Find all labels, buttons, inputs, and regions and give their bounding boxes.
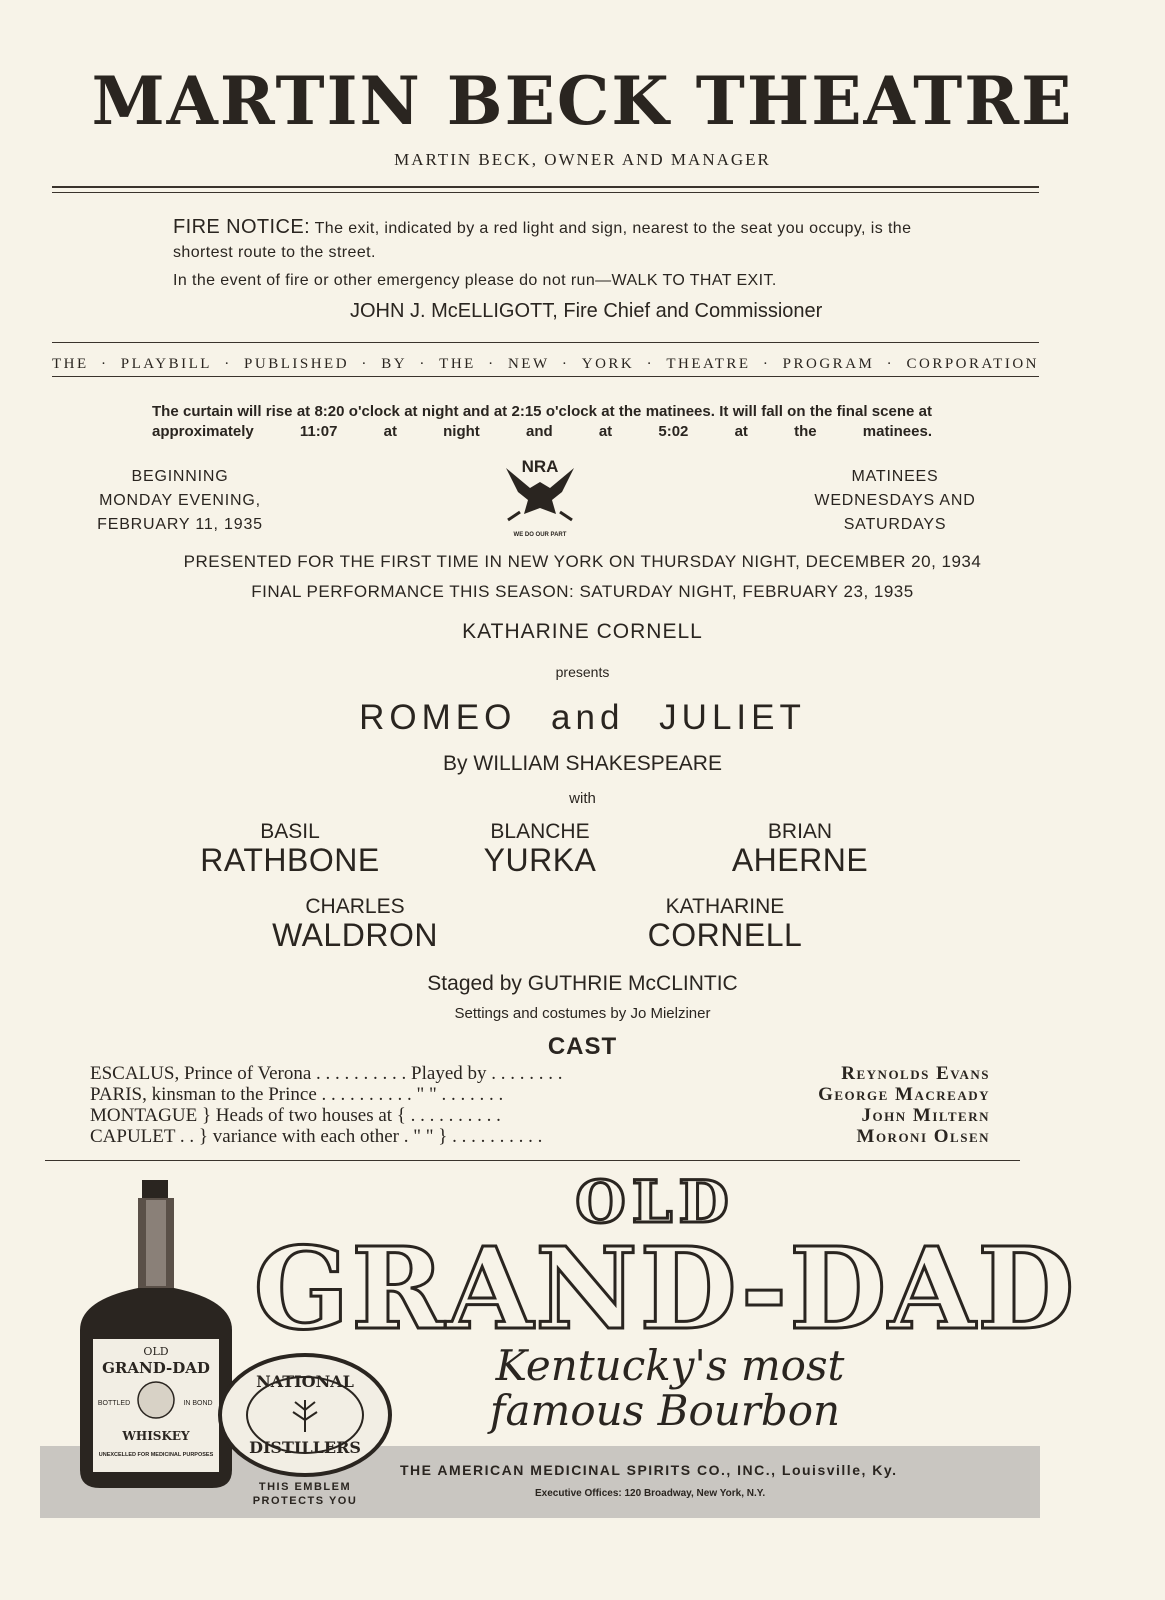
playbill-word: THE: [439, 356, 476, 372]
label-bottled: BOTTLED: [97, 1400, 131, 1407]
svg-text:NRA: NRA: [521, 457, 559, 476]
final-performance-line: FINAL PERFORMANCE THIS SEASON: SATURDAY NIGHT, FEBRUARY 23, 1935: [251, 582, 914, 601]
playbill-word: YORK: [581, 356, 635, 372]
beginning-line: FEBRUARY 11, 1935: [97, 516, 263, 533]
playbill-word: PLAYBILL: [120, 356, 212, 372]
fire-notice-text: The exit, indicated by a red light and sign, nearest to the seat you occupy, is the shortest route to the street.: [173, 220, 912, 261]
cast-row: [90, 1063, 990, 1084]
star-first-name: BLANCHE: [490, 820, 590, 843]
label-old: OLD: [143, 1345, 169, 1358]
author-line: By WILLIAM SHAKESPEARE: [443, 752, 722, 775]
label-unexcelled: UNEXCELLED FOR MEDICINAL PURPOSES: [98, 1452, 214, 1458]
playbill-word: ·: [100, 356, 109, 372]
curtain-times: The curtain will rise at 8:20 o'clock at night and at 2:15 o'clock at the matinees. It will fall on the final scene at approximately 11:07 at night and at 5:02 at the matinees.: [152, 403, 932, 440]
star-first-name: BRIAN: [767, 820, 833, 843]
ad-company: THE AMERICAN MEDICINAL SPIRITS CO., INC., Louisville, Ky.: [400, 1462, 898, 1478]
star-billing: [250, 895, 460, 954]
premiere-line: PRESENTED FOR THE FIRST TIME IN NEW YORK ON THURSDAY NIGHT, DECEMBER 20, 1934: [183, 552, 982, 571]
presents-label: presents: [555, 664, 610, 680]
matinee-line: WEDNESDAYS AND: [814, 492, 976, 509]
playbill-word: ·: [419, 356, 427, 372]
star-billing: [620, 895, 830, 954]
playbill-word: BY: [381, 356, 408, 372]
star-first-name: KATHARINE: [665, 895, 785, 918]
cast-actor: John Miltern: [861, 1105, 990, 1126]
star-first-name: CHARLES: [305, 895, 405, 918]
playbill-word: PROGRAM: [782, 356, 875, 372]
ad-offices: Executive Offices: 120 Broadway, New York, N.Y.: [535, 1488, 766, 1499]
fire-notice-emergency: In the event of fire or other emergency please do not run—WALK TO THAT EXIT.: [173, 272, 777, 289]
playbill-word: ·: [361, 356, 369, 372]
playbill-word: ·: [224, 356, 232, 372]
owner-line: MARTIN BECK, OWNER AND MANAGER: [394, 150, 771, 169]
fire-notice: [173, 215, 933, 293]
play-title: ROMEO and JULIET: [359, 698, 806, 737]
brand-grand-dad: GRAND-DAD: [253, 1224, 1077, 1355]
matinee-days: [785, 465, 1005, 537]
cast-row: [90, 1105, 990, 1126]
designer-credit: Settings and costumes by Jo Mielziner: [454, 1005, 711, 1022]
playbill-word: THEATRE: [666, 356, 751, 372]
emblem-caption: THIS EMBLEM PROTECTS YOU: [252, 1481, 358, 1507]
cast-role: ESCALUS, Prince of Verona . . . . . . . . . . Played by . . . . . . . .: [90, 1063, 563, 1084]
whiskey-bottle-icon: [80, 1180, 232, 1488]
fire-chief: JOHN J. McELLIGOTT, Fire Chief and Commissioner: [350, 300, 823, 322]
star-last-name: YURKA: [483, 842, 597, 878]
divider: [52, 186, 1039, 188]
fire-notice-label: FIRE NOTICE:: [173, 216, 311, 238]
tagline-kentucky: Kentucky's most: [495, 1341, 845, 1390]
beginning-line: BEGINNING: [131, 468, 229, 485]
label-inbond: IN BOND: [183, 1400, 213, 1407]
matinee-line: MATINEES: [851, 468, 939, 485]
playbill-publisher-line: [52, 356, 1039, 373]
theatre-name: MARTIN BECK THEATRE: [91, 62, 1074, 140]
playbill-word: ·: [646, 356, 655, 372]
star-last-name: AHERNE: [731, 842, 869, 878]
label-whiskey: WHISKEY: [122, 1429, 190, 1443]
playbill-word: CORPORATION: [906, 356, 1039, 372]
emblem-bottom: DISTILLERS: [249, 1438, 361, 1457]
playbill-word: NEW: [507, 356, 550, 372]
emblem-top: NATIONAL: [256, 1372, 354, 1391]
director-credit: Staged by GUTHRIE McCLINTIC: [427, 972, 738, 995]
cast-role: PARIS, kinsman to the Prince . . . . . . . . . . " " . . . . . . .: [90, 1084, 504, 1105]
svg-text:WE DO OUR PART: WE DO OUR PART: [513, 532, 567, 538]
divider: [52, 342, 1039, 343]
beginning-date: [70, 465, 290, 537]
cast-role: CAPULET . . } variance with each other . " " } . . . . . . . . . .: [90, 1126, 543, 1147]
playbill-word: PUBLISHED: [244, 356, 350, 372]
star-billing: [190, 820, 390, 879]
beginning-line: MONDAY EVENING,: [99, 492, 261, 509]
playbill-word: ·: [886, 356, 895, 372]
cast-row: [90, 1126, 990, 1147]
star-billing: [700, 820, 900, 879]
star-last-name: CORNELL: [647, 917, 803, 953]
divider: [45, 1160, 1020, 1161]
star-last-name: WALDRON: [272, 917, 438, 953]
with-label: with: [569, 790, 596, 807]
cast-actor: Reynolds Evans: [841, 1063, 990, 1084]
cast-heading: CAST: [547, 1033, 618, 1060]
cast-row: [90, 1084, 990, 1105]
playbill-word: ·: [561, 356, 570, 372]
national-distillers-emblem-icon: [220, 1355, 390, 1475]
playbill-word: THE: [52, 356, 89, 372]
playbill-word: ·: [762, 356, 771, 372]
star-last-name: RATHBONE: [200, 842, 380, 878]
brand-old: OLD: [575, 1170, 735, 1236]
divider: [52, 376, 1039, 377]
playbill-word: ·: [488, 356, 496, 372]
cast-actor: George Macready: [818, 1084, 990, 1105]
presenter: KATHARINE CORNELL: [462, 620, 703, 643]
cast-role: MONTAGUE } Heads of two houses at { . . . . . . . . . .: [90, 1105, 501, 1126]
label-brand: GRAND-DAD: [102, 1359, 210, 1377]
cast-actor: Moroni Olsen: [856, 1126, 990, 1147]
matinee-line: SATURDAYS: [843, 516, 947, 533]
tagline-bourbon: famous Bourbon: [489, 1386, 841, 1435]
star-first-name: BASIL: [260, 820, 320, 843]
nra-eagle-icon: [500, 454, 580, 538]
star-billing: [440, 820, 640, 879]
divider: [52, 192, 1039, 193]
